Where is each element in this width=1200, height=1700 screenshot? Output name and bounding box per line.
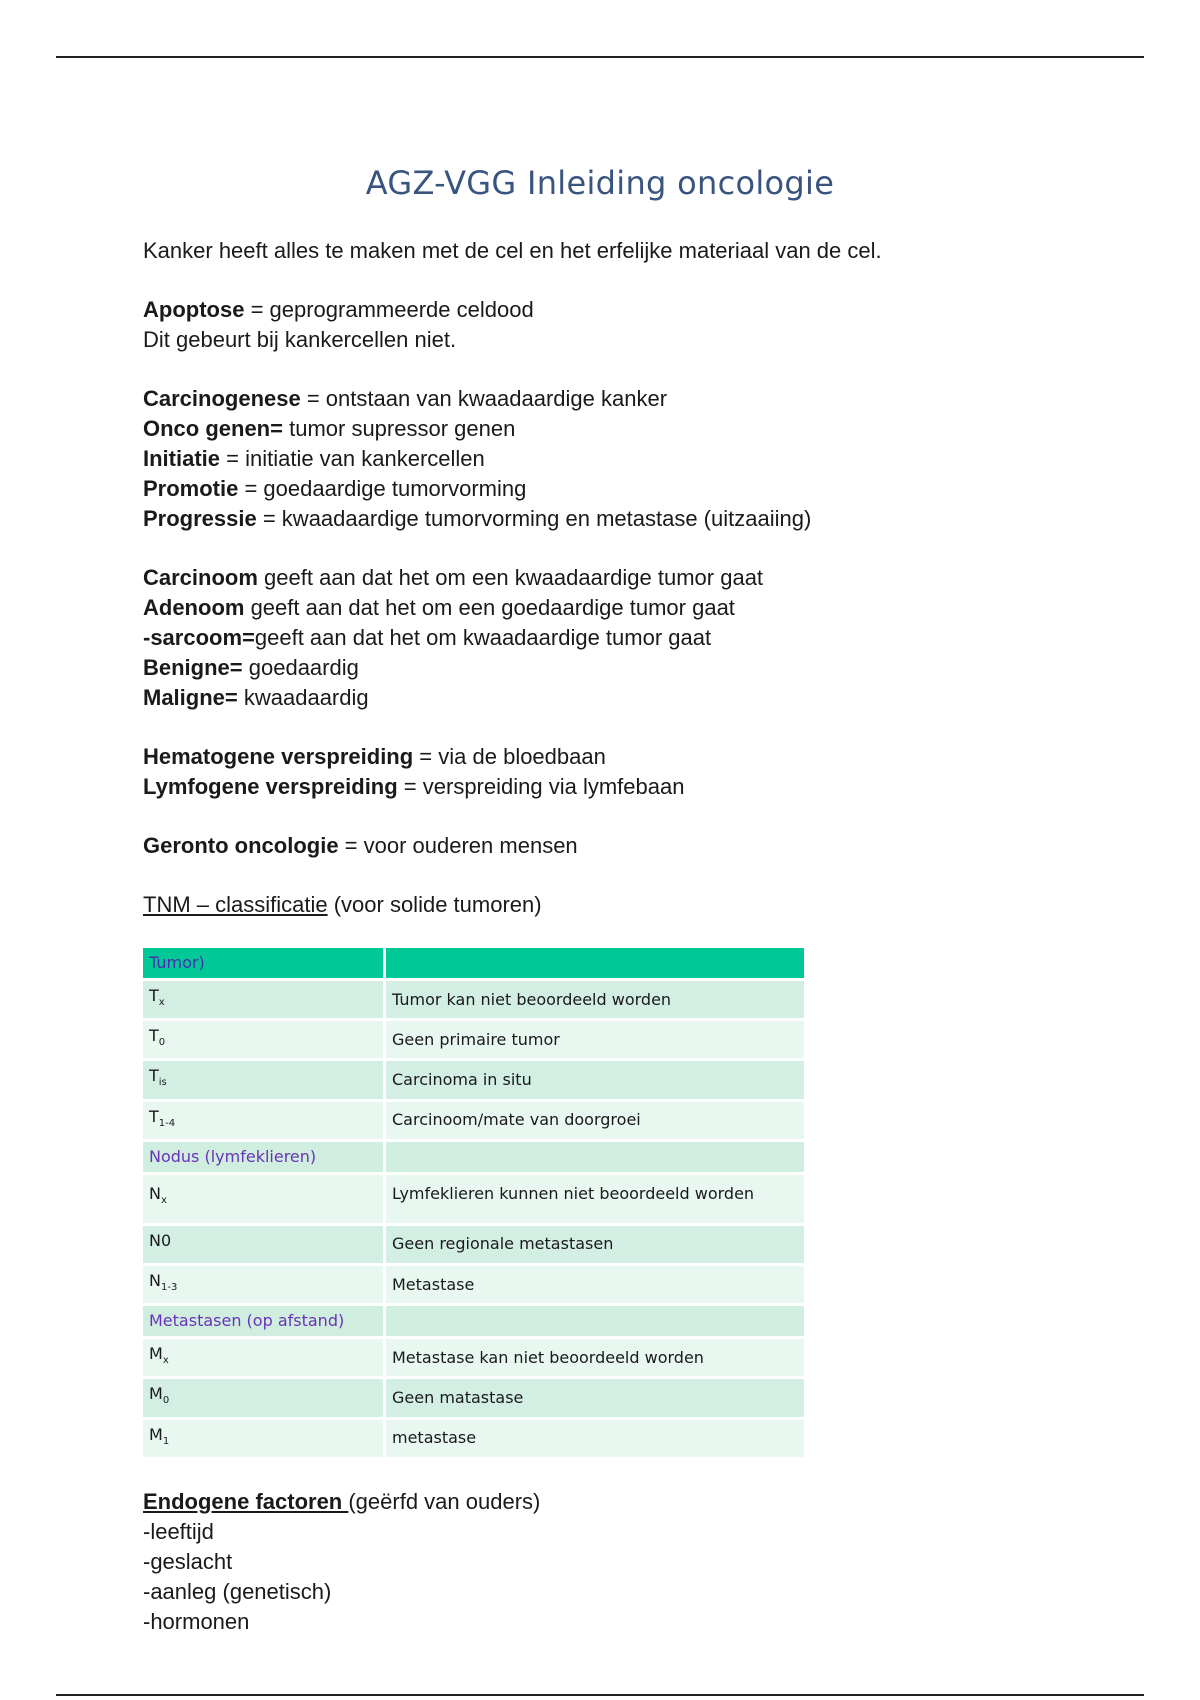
endogene-heading: [143, 1487, 1103, 1517]
table-cell: $T_x$: [143, 981, 386, 1021]
table-cell: Metastase kan niet beoordeeld worden: [386, 1339, 804, 1379]
table-cell: [386, 1306, 804, 1339]
table-row: [143, 981, 804, 1021]
table-cell: Nodus (lymfeklieren): [143, 1142, 386, 1175]
term: Carcinoom: [143, 565, 258, 590]
table-cell: Lymfeklieren kunnen niet beoordeeld worden: [386, 1175, 804, 1226]
tnm-heading-suffix: (voor solide tumoren): [327, 892, 542, 917]
term: Hematogene verspreiding: [143, 744, 414, 769]
definition-item: [143, 504, 1103, 534]
definition: geeft aan dat het om een goedaardige tumor gaat: [244, 595, 735, 620]
document-body: [143, 236, 1103, 1637]
definition-item: [143, 593, 1103, 623]
tnm-table: [143, 948, 804, 1460]
definition: = initiatie van kankercellen: [220, 446, 485, 471]
intro-text: Kanker heeft alles te maken met de cel en het erfelijke materiaal van de cel.: [143, 238, 882, 263]
table-row: [143, 1021, 804, 1061]
table-cell: Tumor): [143, 948, 386, 981]
table-cell: $M_1$: [143, 1420, 386, 1460]
endogene-heading-label: Endogene factoren: [143, 1488, 349, 1514]
term: Adenoom: [143, 595, 245, 620]
apoptose-note: Dit gebeurt bij kankercellen niet.: [143, 327, 457, 352]
definition: = verspreiding via lymfebaan: [397, 774, 685, 799]
table-row: [143, 1420, 804, 1460]
definition-item: [143, 384, 1103, 414]
definition: goedaardig: [242, 655, 359, 680]
table-cell: Geen matastase: [386, 1379, 804, 1419]
definition: geeft aan dat het om kwaadaardige tumor gaat: [254, 625, 712, 650]
table-cell: Tumor kan niet beoordeeld worden: [386, 981, 804, 1021]
term: Lymfogene verspreiding: [143, 774, 398, 799]
definition-item: [143, 772, 1103, 802]
footer-rule: [56, 1694, 1144, 1696]
table-cell: metastase: [386, 1420, 804, 1460]
definition-item: [143, 653, 1103, 683]
header-rule: [56, 56, 1144, 58]
table-cell: Metastase: [386, 1266, 804, 1306]
table-row: [143, 1379, 804, 1419]
table-row: [143, 1339, 804, 1379]
table-cell: Geen primaire tumor: [386, 1021, 804, 1061]
endogene-heading-suffix: (geërfd van ouders): [348, 1488, 541, 1514]
tnm-heading-label: TNM – classificatie: [143, 892, 328, 917]
table-row: [143, 1061, 804, 1101]
definition-item: [143, 563, 1103, 593]
list-item: -leeftijd: [143, 1518, 214, 1544]
table-row: [143, 1226, 804, 1266]
table-cell: $T_{1-4}$: [143, 1102, 386, 1142]
table-cell: $N_{1-3}$: [143, 1266, 386, 1306]
definition: kwaadaardig: [237, 685, 369, 710]
term: Carcinogenese: [143, 386, 301, 411]
table-header-row: [143, 948, 804, 981]
definition-apoptose: [143, 295, 1103, 325]
definition-geronto: [143, 831, 1103, 861]
definition: = voor ouderen mensen: [338, 833, 578, 858]
table-row: [143, 1102, 804, 1142]
table-row: [143, 1175, 804, 1226]
term: Initiatie: [143, 446, 221, 471]
tnm-heading: [143, 890, 1103, 920]
table-cell: $N_x$: [143, 1175, 386, 1226]
table-cell: $M_0$: [143, 1379, 386, 1419]
term: Apoptose: [143, 297, 245, 322]
definition-item: [143, 414, 1103, 444]
term: -sarcoom=: [143, 625, 255, 650]
table-cell: Carcinoma in situ: [386, 1061, 804, 1101]
table-cell: [386, 1142, 804, 1175]
term: Onco genen=: [143, 416, 283, 441]
table-cell: [386, 948, 804, 981]
term: Maligne=: [143, 685, 238, 710]
definition-item: [143, 623, 1103, 653]
list-item: -geslacht: [143, 1548, 233, 1574]
table-cell: Geen regionale metastasen: [386, 1226, 804, 1266]
table-cell: $M_x$: [143, 1339, 386, 1379]
table-cell: $T_0$: [143, 1021, 386, 1061]
table-section-row: [143, 1142, 804, 1175]
list-item: -aanleg (genetisch): [143, 1578, 332, 1604]
table-row: [143, 1266, 804, 1306]
definition-item: [143, 683, 1103, 713]
definition: tumor supressor genen: [282, 416, 516, 441]
definition: = goedaardige tumorvorming: [238, 476, 527, 501]
table-cell: Metastasen (op afstand): [143, 1306, 386, 1339]
term: Progressie: [143, 506, 257, 531]
definition: = ontstaan van kwaadaardige kanker: [300, 386, 668, 411]
table-cell: N0: [143, 1226, 386, 1266]
definition: = geprogrammeerde celdood: [244, 297, 534, 322]
definition: = via de bloedbaan: [413, 744, 606, 769]
definition: = kwaadaardige tumorvorming en metastase (uitzaaiing): [256, 506, 812, 531]
term: Benigne=: [143, 655, 243, 680]
table-cell: $T_{is}$: [143, 1061, 386, 1101]
table-section-row: [143, 1306, 804, 1339]
page-title: AGZ-VGG Inleiding oncologie: [365, 164, 835, 202]
list-item: -hormonen: [143, 1608, 250, 1634]
term: Geronto oncologie: [143, 833, 339, 858]
definition-item: [143, 474, 1103, 504]
term: Promotie: [143, 476, 239, 501]
definition: geeft aan dat het om een kwaadaardige tumor gaat: [257, 565, 764, 590]
definition-item: [143, 742, 1103, 772]
table-cell: Carcinoom/mate van doorgroei: [386, 1102, 804, 1142]
definition-item: [143, 444, 1103, 474]
